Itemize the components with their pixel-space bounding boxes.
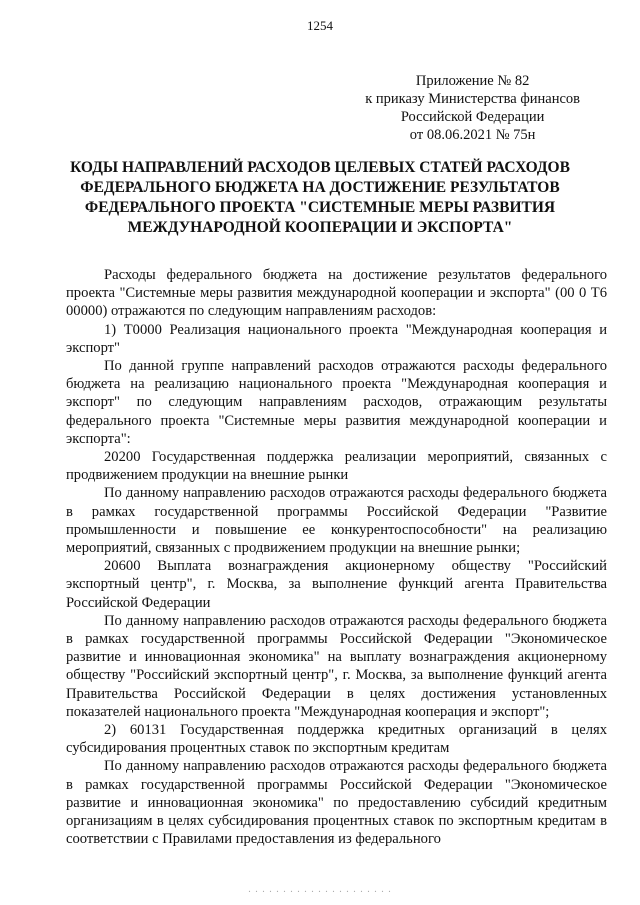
paragraph-intro: Расходы федерального бюджета на достижение результатов федерального проекта "Системные меры развития международной кооперации и экспорта" (00 0 Т6 00000) отражаются по следующим направлениям расходов: bbox=[66, 267, 607, 320]
document-title: КОДЫ НАПРАВЛЕНИЙ РАСХОДОВ ЦЕЛЕВЫХ СТАТЕЙ РАСХОДОВ ФЕДЕРАЛЬНОГО БЮДЖЕТА НА ДОСТИЖЕНИЕ РЕЗУЛЬТАТОВ ФЕДЕРАЛЬНОГО ПРОЕКТА "СИСТЕМНЫЕ МЕРЫ РАЗВИТИЯ МЕЖДУНАРОДНОЙ КООПЕРАЦИИ И ЭКСПОРТА" bbox=[70, 159, 570, 236]
paragraph-code-20600: 20600 Выплата вознаграждения акционерному обществу "Российский экспортный центр", г. Москва, за выполнение функций агента Правительства Российской Федерации bbox=[66, 558, 607, 611]
paragraph-item-2-desc: По данному направлению расходов отражаются расходы федерального бюджета в рамках государственной программы Российской Федерации "Экономическое развитие и инновационная экономика" по предоставлению субсидий кредитным организациям в целях субсидирования процентных ставок по экспортным кредитам в соответствии с Правилами предоставления из федерального bbox=[66, 758, 607, 848]
paragraph-code-20600-desc: По данному направлению расходов отражаются расходы федерального бюджета в рамках государственной программы Российской Федерации "Экономическое развитие и инновационная экономика" на выплату вознаграждения акционерному обществу "Российский экспортный центр", г. Москва, за выполнение функций агента Правительства Российской Федерации в целях достижения установленных показателей национального проекта "Международная кооперация и экспорт"; bbox=[66, 612, 607, 720]
appendix-line-1: Приложение № 82 bbox=[415, 73, 530, 89]
appendix-block bbox=[365, 72, 580, 144]
paragraph-code-20200-desc: По данному направлению расходов отражаются расходы федерального бюджета в рамках государственной программы Российской Федерации "Развитие промышленности и повышение ее конкурентоспособности" на реализацию мероприятий, связанных с продвижением продукции на внешние рынки; bbox=[66, 485, 607, 557]
appendix-line-2: к приказу Министерства финансов bbox=[365, 91, 580, 107]
paragraph-item-2: 2) 60131 Государственная поддержка кредитных организаций в целях субсидирования процентных ставок по экспортным кредитам bbox=[66, 722, 607, 757]
scan-watermark: . . . . . . . . . . . . . . . . . . . . . bbox=[248, 884, 392, 895]
appendix-line-4: от 08.06.2021 № 75н bbox=[409, 127, 536, 143]
paragraph-code-20200: 20200 Государственная поддержка реализации мероприятий, связанных с продвижением продукции на внешние рынки bbox=[66, 449, 607, 484]
paragraph-item-1: 1) Т0000 Реализация национального проекта "Международная кооперация и экспорт" bbox=[66, 321, 607, 356]
paragraph-item-1-desc: По данной группе направлений расходов отражаются расходы федерального бюджета на реализацию национального проекта "Международная кооперация и экспорт" по следующим направлениям расходов, отражающим результаты федерального проекта "Системные меры развития международной кооперации и экспорта": bbox=[66, 358, 607, 447]
page-number: 1254 bbox=[307, 18, 333, 33]
document-body bbox=[66, 266, 607, 849]
appendix-line-3: Российской Федерации bbox=[400, 109, 545, 125]
